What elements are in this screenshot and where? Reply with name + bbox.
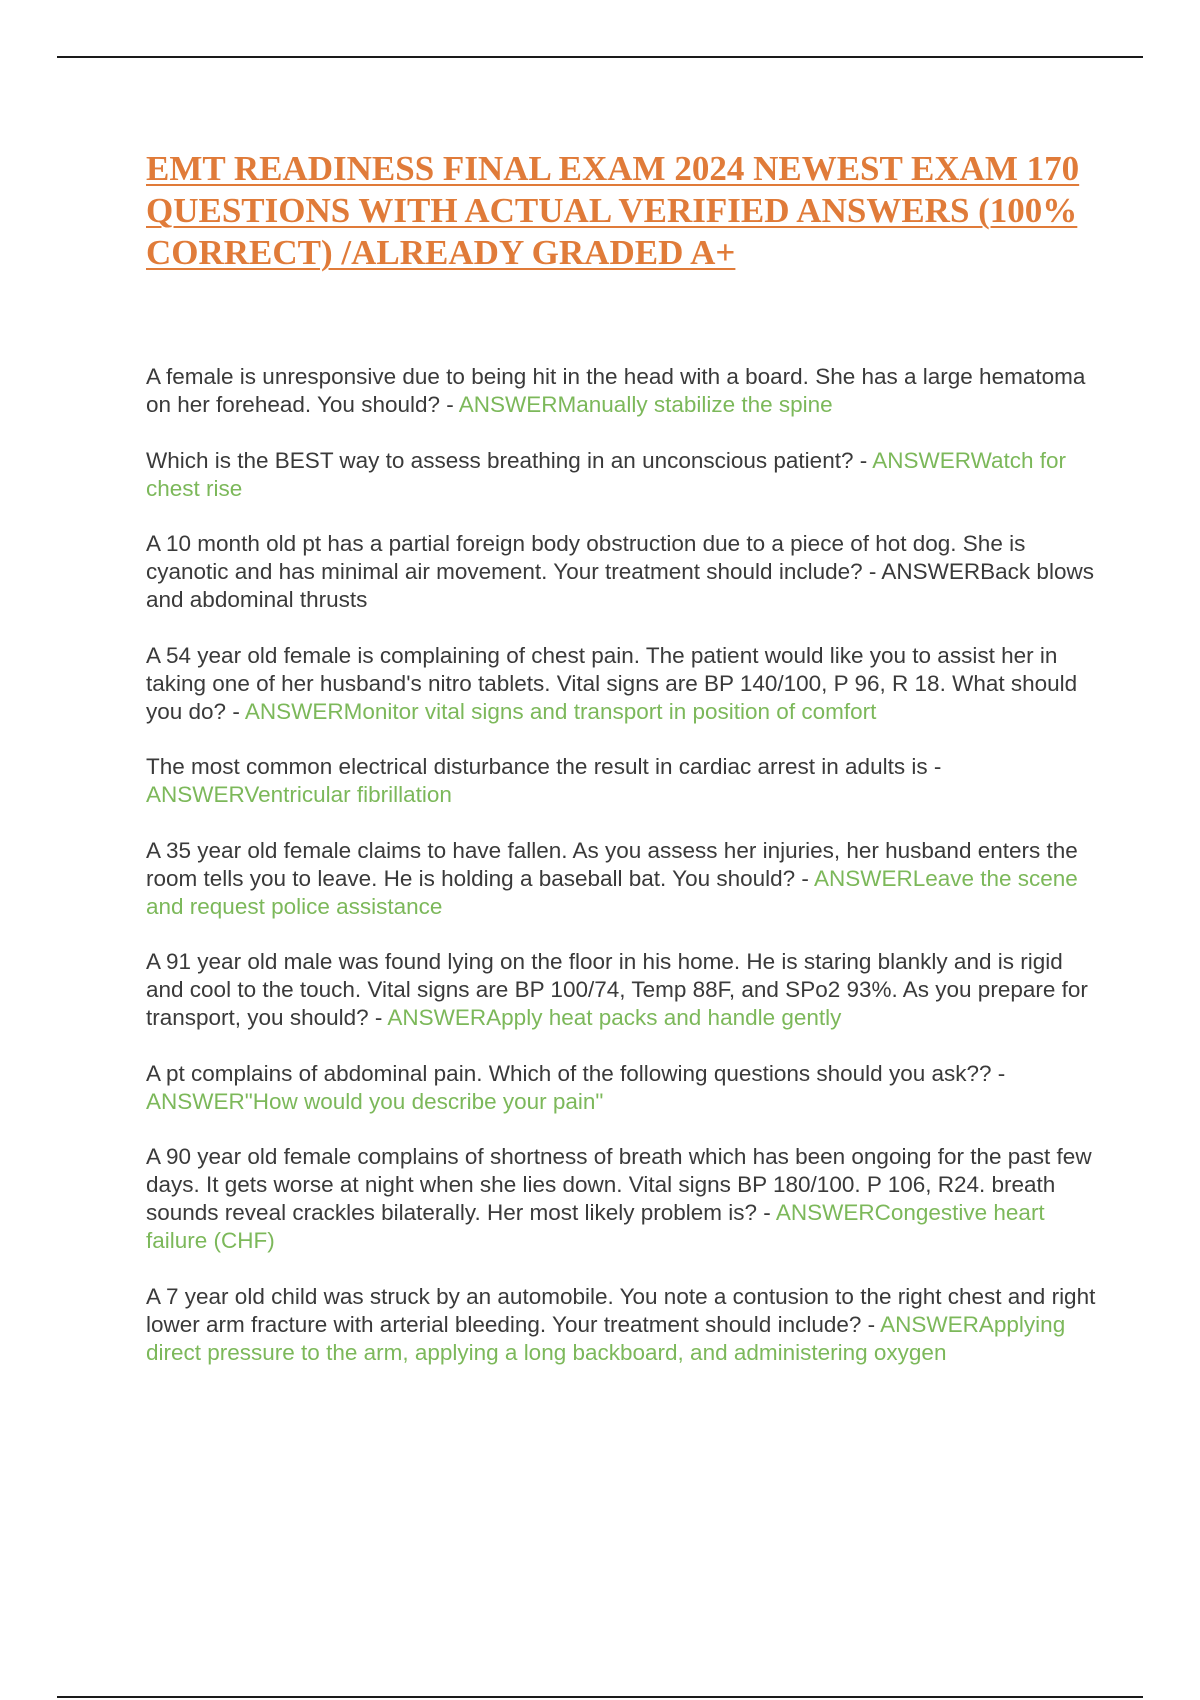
qa-item [146,753,1096,809]
answer-text: ANSWERCongestive heart failure (CHF) [146,1200,1045,1253]
answer-text: ANSWERApplying direct pressure to the arm, applying a long backboard, and administering oxygen [146,1311,1066,1365]
question-text: A female is unresponsive due to being hit in the head with a board. She has a large hematoma on her forehead. You should? - [146,364,1086,417]
answer-text: ANSWERWatch for chest rise [146,447,1067,501]
answer-text: ANSWERBack blows and abdominal thrusts [146,559,1094,612]
question-text: A 91 year old male was found lying on the floor in his home. He is staring blankly and is rigid and cool to the touch. Vital signs are BP 100/74, Temp 88F, and SPo2 93%. As you prepare for transport, you should? - [146,949,1088,1030]
answer-text: ANSWER"How would you describe your pain" [146,1088,604,1114]
qa-item [146,363,1096,419]
qa-item [146,948,1096,1032]
qa-item [146,642,1096,726]
answer-text: ANSWERLeave the scene and request police assistance [146,865,1078,919]
qa-item [146,837,1096,921]
question-text: A 90 year old female complains of shortness of breath which has been ongoing for the past few days. It gets worse at night when she lies down. Vital signs BP 180/100. P 106, R24. breath sounds reveal crackles bilaterally. Her most likely problem is? - [146,1144,1092,1225]
question-text: A 7 year old child was struck by an automobile. You note a contusion to the right chest and right lower arm fracture with arterial bleeding. Your treatment should include? - [146,1283,1096,1337]
qa-item [146,1143,1096,1255]
answer-text: ANSWERManually stabilize the spine [458,392,833,417]
question-text: Which is the BEST way to assess breathing in an unconscious patient? - [146,447,873,473]
document-title: EMT READINESS FINAL EXAM 2024 NEWEST EXAM 170 QUESTIONS WITH ACTUAL VERIFIED ANSWERS (100% CORRECT) /ALREADY GRADED A+ [146,149,1080,272]
question-text: A 10 month old pt has a partial foreign body obstruction due to a piece of hot dog. She is cyanotic and has minimal air movement. Your treatment should include? - [146,531,1026,584]
qa-item [146,530,1096,614]
answer-text: ANSWERVentricular fibrillation [146,782,452,807]
question-text: A 54 year old female is complaining of chest pain. The patient would like you to assist her in taking one of her husband's nitro tablets. Vital signs are BP 140/100, P 96, R 18. What should you do? - [146,642,1078,724]
question-text: A 35 year old female claims to have fallen. As you assess her injuries, her husband enters the room tells you to leave. He is holding a baseball bat. You should? - [146,837,1078,891]
question-text: The most common electrical disturbance the result in cardiac arrest in adults is - [146,754,942,779]
qa-item [146,447,1096,503]
top-rule [57,56,1143,58]
bottom-rule [57,1696,1143,1698]
answer-text: ANSWERMonitor vital signs and transport in position of comfort [244,698,877,724]
question-text: A pt complains of abdominal pain. Which of the following questions should you ask?? - [146,1060,1006,1086]
question-list [146,363,1096,1394]
answer-text: ANSWERApply heat packs and handle gently [387,1005,842,1030]
qa-item [146,1283,1096,1367]
qa-item [146,1060,1096,1116]
